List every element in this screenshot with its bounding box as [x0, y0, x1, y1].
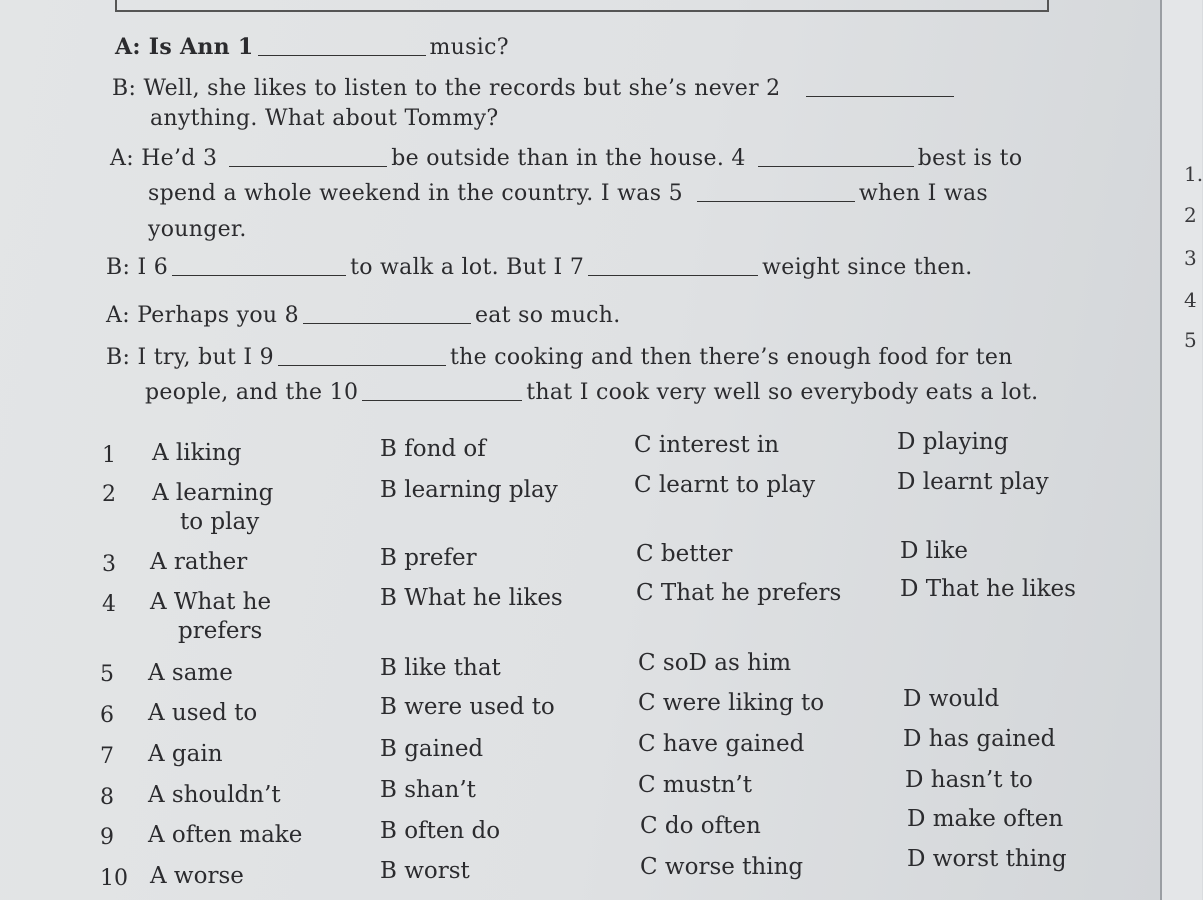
dialogue-text: A: Is Ann 1: [115, 34, 254, 60]
dialogue-text: younger.: [148, 217, 247, 242]
dialogue-text: people, and the 10: [145, 380, 359, 405]
dialogue-line-4: [110, 146, 1022, 171]
margin-number: 5: [1184, 328, 1197, 352]
option-b: B prefer: [380, 545, 477, 571]
dialogue-line-8: [106, 303, 621, 328]
option-d: D hasn’t to: [905, 767, 1033, 793]
answer-blank-4: [758, 165, 914, 167]
option-number: 9: [100, 825, 114, 850]
dialogue-text: that I cook very well so everybody eats a lot.: [526, 380, 1039, 405]
answer-blank-5: [697, 200, 855, 202]
dialogue-text: A: He’d 3: [110, 146, 218, 171]
option-b: B gained: [380, 736, 484, 762]
option-a: A learning: [152, 480, 274, 506]
dialogue-text: music?: [429, 35, 509, 60]
option-number: 3: [102, 552, 116, 577]
option-a: A used to: [148, 700, 258, 726]
option-b: B like that: [380, 655, 501, 681]
option-number: 1: [102, 443, 116, 468]
margin-number: 3: [1184, 246, 1197, 270]
answer-blank-8: [303, 322, 471, 324]
option-a: A What he: [150, 589, 272, 615]
option-a: A liking: [152, 440, 242, 466]
dialogue-text: the cooking and then there’s enough food for ten: [449, 345, 1013, 370]
dialogue-line-1: [115, 34, 509, 60]
option-a: A worse: [150, 863, 244, 889]
option-c: C mustn’t: [638, 772, 752, 798]
header-box-frame: [115, 0, 1049, 12]
margin-number: 1.: [1184, 162, 1203, 186]
margin-number: 4: [1184, 288, 1197, 312]
option-c: C soD as him: [638, 650, 792, 676]
option-a: A rather: [150, 549, 248, 575]
dialogue-text: to walk a lot. But I 7: [350, 255, 585, 280]
option-d: D like: [900, 538, 969, 564]
option-c: C do often: [640, 813, 761, 839]
dialogue-line-2: [112, 76, 958, 101]
dialogue-line-6: [148, 217, 247, 242]
dialogue-text: best is to: [917, 146, 1023, 171]
option-d: D make often: [907, 806, 1064, 832]
option-b: B fond of: [380, 436, 486, 462]
option-c: C have gained: [638, 731, 805, 757]
answer-blank-10: [362, 399, 522, 401]
option-a: A gain: [148, 741, 223, 767]
option-c: C worse thing: [640, 854, 804, 880]
answer-blank-7: [588, 274, 758, 276]
adjacent-page-edge: [1160, 0, 1202, 900]
margin-number: 2: [1184, 203, 1197, 227]
answer-blank-6: [172, 274, 346, 276]
option-number: 10: [100, 866, 128, 891]
option-number: 8: [100, 785, 114, 810]
dialogue-line-7: [106, 255, 973, 280]
answer-blank-3: [229, 165, 387, 167]
option-a-continued: prefers: [178, 618, 263, 644]
option-c: C were liking to: [638, 690, 825, 716]
option-c: C That he prefers: [636, 580, 842, 606]
option-number: 7: [100, 744, 114, 769]
option-d: D has gained: [903, 726, 1056, 752]
dialogue-line-10: [145, 380, 1038, 405]
dialogue-text: when I was: [858, 181, 989, 206]
dialogue-text: A: Perhaps you 8: [106, 303, 299, 328]
option-c: C interest in: [634, 432, 780, 458]
dialogue-line-5: [148, 181, 988, 206]
dialogue-text: B: I try, but I 9: [106, 345, 274, 370]
option-a: A same: [148, 660, 233, 686]
option-a: A often make: [148, 822, 303, 848]
option-d: D That he likes: [900, 576, 1076, 602]
option-b: B often do: [380, 818, 501, 844]
option-b: B were used to: [380, 694, 555, 720]
dialogue-text: eat so much.: [474, 303, 621, 328]
option-d: D worst thing: [907, 846, 1067, 872]
option-b: B shan’t: [380, 777, 476, 803]
option-a: A shouldn’t: [148, 782, 281, 808]
dialogue-text: B: Well, she likes to listen to the records but she’s never 2: [112, 76, 781, 101]
option-c: C learnt to play: [634, 472, 816, 498]
dialogue-line-3: [150, 106, 498, 131]
option-number: 6: [100, 703, 114, 728]
dialogue-text: weight since then.: [762, 255, 973, 280]
option-d: D playing: [897, 429, 1009, 455]
option-b: B What he likes: [380, 585, 563, 611]
option-a-continued: to play: [180, 509, 260, 535]
dialogue-text: be outside than in the house. 4: [391, 146, 746, 171]
dialogue-line-9: [106, 345, 1013, 370]
option-number: 4: [102, 592, 116, 617]
answer-blank-2: [806, 95, 954, 97]
answer-blank-9: [278, 364, 446, 366]
answer-blank-1: [258, 54, 426, 56]
option-number: 2: [102, 482, 116, 507]
option-b: B worst: [380, 858, 470, 884]
dialogue-text: spend a whole weekend in the country. I was 5: [148, 181, 683, 206]
option-b: B learning play: [380, 477, 558, 503]
option-d: D would: [903, 686, 1000, 712]
dialogue-text: B: I 6: [106, 255, 169, 280]
option-number: 5: [100, 662, 114, 687]
dialogue-text: anything. What about Tommy?: [150, 106, 499, 131]
option-d: D learnt play: [897, 469, 1049, 495]
option-c: C better: [636, 541, 733, 567]
